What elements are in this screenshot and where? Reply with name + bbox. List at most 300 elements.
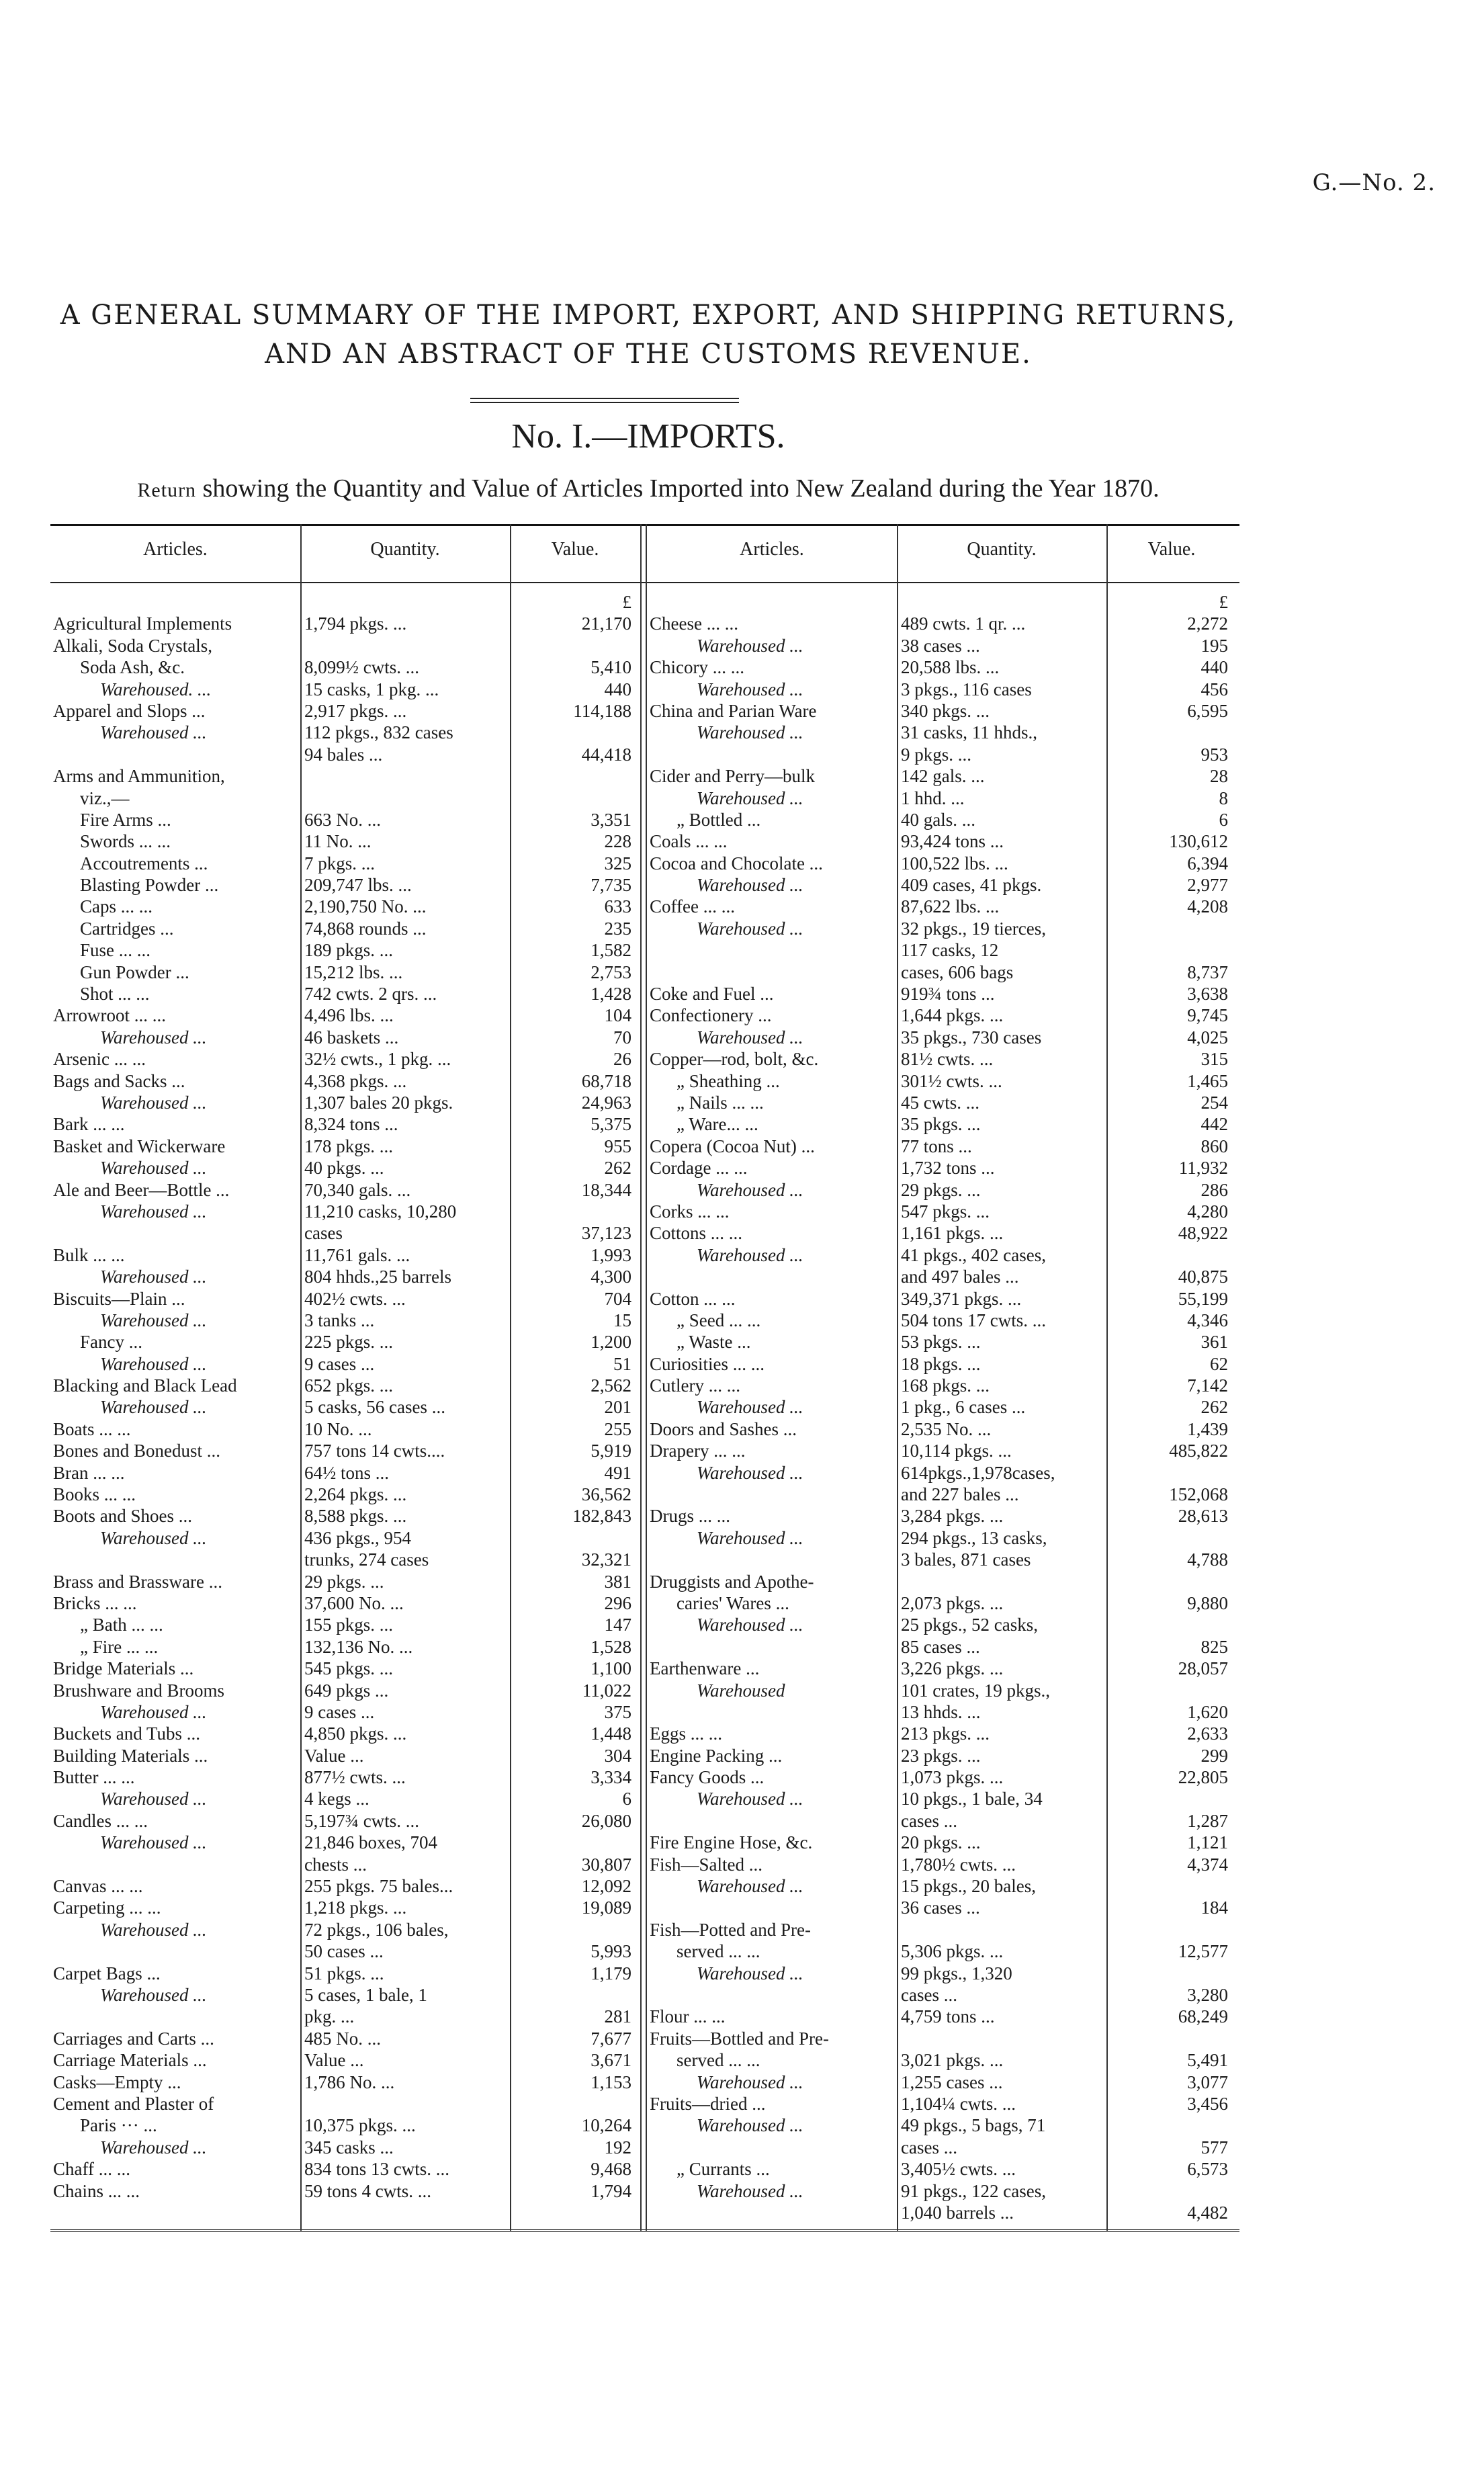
quantity-cell: 13 hhds. ... xyxy=(901,1701,981,1722)
article-cell: Druggists and Apothe- xyxy=(650,1571,814,1592)
article-cell: Chicory ... ... xyxy=(650,657,744,678)
value-cell: 361 xyxy=(1201,1332,1228,1353)
table-row xyxy=(50,1897,642,1918)
article-cell: Fire Engine Hose, &c. xyxy=(650,1832,813,1853)
quantity-cell: 32½ cwts., 1 pkg. ... xyxy=(304,1049,451,1070)
table-row xyxy=(50,962,642,983)
value-cell: 3,334 xyxy=(591,1767,631,1788)
table-row xyxy=(647,1113,1238,1135)
article-cell: Warehoused ... xyxy=(100,722,207,743)
table-row xyxy=(647,1636,1238,1658)
table-row xyxy=(50,1157,642,1179)
table-row xyxy=(647,1984,1238,2006)
quantity-cell: chests ... xyxy=(304,1854,367,1875)
value-cell: 4,300 xyxy=(591,1267,631,1287)
quantity-cell: 72 pkgs., 106 bales, xyxy=(304,1919,449,1940)
quantity-cell: 10,114 pkgs. ... xyxy=(901,1441,1012,1461)
table-row xyxy=(50,656,642,678)
value-cell: 4,025 xyxy=(1187,1027,1228,1048)
table-row xyxy=(50,2072,642,2093)
value-cell: 1,287 xyxy=(1187,1810,1228,1831)
quantity-cell: 1,255 cases ... xyxy=(901,2072,1003,2092)
article-cell: Cordage ... ... xyxy=(650,1158,748,1179)
quantity-cell: 1,794 pkgs. ... xyxy=(304,613,407,634)
return-caption xyxy=(47,474,1250,503)
article-cell: Drapery ... ... xyxy=(650,1441,746,1461)
quantity-cell: 37,600 No. ... xyxy=(304,1592,404,1613)
article-cell: Boats ... ... xyxy=(53,1418,131,1439)
article-cell: Biscuits—Plain ... xyxy=(53,1288,185,1309)
article-cell: Warehoused ... xyxy=(697,2072,803,2092)
table-row xyxy=(647,1875,1238,1897)
article-cell: Paris ··· ... xyxy=(80,2115,157,2136)
article-cell: Arsenic ... ... xyxy=(53,1049,146,1070)
quantity-cell: 178 pkgs. ... xyxy=(304,1136,394,1156)
page-reference: G.—No. 2. xyxy=(1312,169,1436,196)
article-cell: Chaff ... ... xyxy=(53,2159,130,2180)
article-cell: Swords ... ... xyxy=(80,831,171,852)
quantity-cell: 2,917 pkgs. ... xyxy=(304,700,407,721)
table-row xyxy=(50,1222,642,1244)
table-row xyxy=(50,1527,642,1549)
table-row xyxy=(647,1940,1238,1962)
value-cell: 12,092 xyxy=(581,1876,631,1897)
value-cell: 325 xyxy=(604,853,631,873)
table-row xyxy=(50,744,642,765)
quantity-cell: 53 pkgs. ... xyxy=(901,1332,981,1353)
article-cell: Chains ... ... xyxy=(53,2180,140,2201)
article-cell: caries' Wares ... xyxy=(676,1592,789,1613)
article-cell: Building Materials ... xyxy=(53,1745,208,1766)
quantity-cell: 35 pkgs., 730 cases xyxy=(901,1027,1042,1048)
quantity-cell: 5 cases, 1 bale, 1 xyxy=(304,1985,427,2005)
quantity-cell: 15,212 lbs. ... xyxy=(304,962,403,982)
table-row xyxy=(50,1070,642,1092)
value-cell: 2,753 xyxy=(591,962,631,982)
article-cell: „ Nails ... ... xyxy=(676,1092,764,1113)
header-quantity-right: Quantity. xyxy=(967,539,1037,560)
value-cell: 254 xyxy=(1201,1092,1228,1113)
article-cell: Warehoused ... xyxy=(100,1353,207,1374)
table-row xyxy=(50,1396,642,1418)
table-row xyxy=(647,635,1238,656)
table-row xyxy=(647,874,1238,896)
quantity-cell: 40 gals. ... xyxy=(901,809,975,830)
table-row xyxy=(50,830,642,852)
return-word: Return xyxy=(137,479,197,501)
quantity-cell: 3,226 pkgs. ... xyxy=(901,1658,1004,1679)
table-row xyxy=(50,1484,642,1505)
value-cell: 262 xyxy=(1201,1397,1228,1418)
table-row xyxy=(647,1375,1238,1396)
article-cell: Coals ... ... xyxy=(650,831,728,852)
table-row xyxy=(647,2093,1238,2115)
article-cell: Warehoused ... xyxy=(100,1310,207,1330)
value-cell: 70 xyxy=(613,1027,631,1048)
value-cell: 40,875 xyxy=(1178,1267,1228,1287)
table-row xyxy=(647,1353,1238,1375)
quantity-cell: 2,264 pkgs. ... xyxy=(304,1484,407,1505)
article-cell: Boots and Shoes ... xyxy=(53,1506,193,1527)
value-cell: 2,633 xyxy=(1187,1723,1228,1744)
table-row xyxy=(50,1288,642,1310)
value-cell: 6,394 xyxy=(1187,853,1228,873)
article-cell: Fish—Salted ... xyxy=(650,1854,763,1875)
article-cell: Warehoused ... xyxy=(697,787,803,808)
article-cell: Cotton ... ... xyxy=(650,1288,736,1309)
value-cell: 3,077 xyxy=(1187,2072,1228,2092)
table-row xyxy=(50,809,642,830)
value-cell: 8 xyxy=(1219,787,1228,808)
value-cell: 825 xyxy=(1201,1636,1228,1657)
table-row xyxy=(50,2093,642,2115)
value-cell: 1,200 xyxy=(591,1332,631,1353)
table-row xyxy=(647,1222,1238,1244)
article-cell: Bags and Sacks ... xyxy=(53,1070,185,1091)
quantity-cell: 91 pkgs., 122 cases, xyxy=(901,2180,1046,2201)
table-row xyxy=(647,1418,1238,1440)
value-cell: 130,612 xyxy=(1169,831,1228,852)
table-row xyxy=(50,1201,642,1222)
table-row xyxy=(50,1810,642,1832)
table-row xyxy=(647,1266,1238,1287)
value-cell: 4,346 xyxy=(1187,1310,1228,1330)
quantity-cell: 41 pkgs., 402 cases, xyxy=(901,1244,1046,1265)
value-cell: 21,170 xyxy=(581,613,631,634)
table-row xyxy=(647,613,1238,634)
value-cell: 68,718 xyxy=(581,1070,631,1091)
value-cell: 28,613 xyxy=(1178,1506,1228,1527)
quantity-cell: 87,622 lbs. ... xyxy=(901,896,1000,917)
article-cell: Warehoused ... xyxy=(697,1876,803,1897)
quantity-cell: 349,371 pkgs. ... xyxy=(901,1288,1022,1309)
right-rows-container xyxy=(647,613,1238,2223)
quantity-cell: 9 pkgs. ... xyxy=(901,744,972,765)
table-row xyxy=(647,679,1238,700)
table-row xyxy=(647,1048,1238,1070)
table-row xyxy=(50,983,642,1005)
article-cell: „ Ware... ... xyxy=(676,1114,758,1135)
value-cell: 299 xyxy=(1201,1745,1228,1766)
table-row xyxy=(50,2049,642,2071)
quantity-cell: 46 baskets ... xyxy=(304,1027,399,1048)
article-cell: Confectionery ... xyxy=(650,1005,772,1026)
article-cell: Fish—Potted and Pre- xyxy=(650,1919,811,1940)
table-row xyxy=(50,1462,642,1484)
table-row xyxy=(647,1571,1238,1592)
article-cell: Carriage Materials ... xyxy=(53,2050,207,2071)
value-cell: 4,374 xyxy=(1187,1854,1228,1875)
table-row xyxy=(50,1549,642,1570)
article-cell: Bones and Bonedust ... xyxy=(53,1441,220,1461)
table-row xyxy=(50,896,642,917)
quantity-cell: 402½ cwts. ... xyxy=(304,1288,406,1309)
article-cell: Warehoused ... xyxy=(100,2137,207,2158)
quantity-cell: and 227 bales ... xyxy=(901,1484,1019,1505)
quantity-cell: 1,307 bales 20 pkgs. xyxy=(304,1092,453,1113)
quantity-cell: 51 pkgs. ... xyxy=(304,1963,384,1983)
table-row xyxy=(50,2158,642,2180)
imports-table xyxy=(50,524,1239,2244)
article-cell: Warehoused ... xyxy=(697,2115,803,2136)
value-cell: 22,805 xyxy=(1178,1767,1228,1788)
right-column-rows xyxy=(647,591,1238,2223)
left-rows-container xyxy=(50,613,642,2202)
quantity-cell: 649 pkgs ... xyxy=(304,1680,389,1701)
value-cell: 28,057 xyxy=(1178,1658,1228,1679)
quantity-cell: 23 pkgs. ... xyxy=(901,1745,981,1766)
quantity-cell: 189 pkgs. ... xyxy=(304,940,394,961)
table-row xyxy=(50,2115,642,2136)
quantity-cell: 8,588 pkgs. ... xyxy=(304,1506,407,1527)
article-cell: Buckets and Tubs ... xyxy=(53,1723,201,1744)
quantity-cell: 20 pkgs. ... xyxy=(901,1832,981,1853)
value-cell: 4,208 xyxy=(1187,896,1228,917)
table-row xyxy=(647,1680,1238,1701)
quantity-cell: 485 No. ... xyxy=(304,2028,381,2049)
value-cell: 37,123 xyxy=(581,1223,631,1244)
table-row xyxy=(50,1136,642,1157)
quantity-cell: 70,340 gals. ... xyxy=(304,1179,411,1200)
table-row xyxy=(50,679,642,700)
table-row xyxy=(50,613,642,634)
table-row xyxy=(647,1854,1238,1875)
quantity-cell: 4,850 pkgs. ... xyxy=(304,1723,407,1744)
article-cell: Agricultural Implements xyxy=(53,613,232,634)
table-row xyxy=(647,1788,1238,1809)
value-cell: 440 xyxy=(604,679,631,699)
quantity-cell: 209,747 lbs. ... xyxy=(304,875,412,896)
value-cell: 255 xyxy=(604,1418,631,1439)
quantity-cell: 93,424 tons ... xyxy=(901,831,1004,852)
article-cell: Cocoa and Chocolate ... xyxy=(650,853,823,873)
article-cell: „ Waste ... xyxy=(676,1332,751,1353)
value-cell: 1,582 xyxy=(591,940,631,961)
quantity-cell: 40 pkgs. ... xyxy=(304,1158,384,1179)
currency-symbol: £ xyxy=(622,592,631,612)
quantity-cell: 2,535 No. ... xyxy=(901,1418,992,1439)
quantity-cell: 142 gals. ... xyxy=(901,766,985,787)
quantity-cell: 25 pkgs., 52 casks, xyxy=(901,1615,1038,1635)
value-cell: 36,562 xyxy=(581,1484,631,1505)
value-cell: 11,932 xyxy=(1178,1158,1228,1179)
quantity-cell: 919¾ tons ... xyxy=(901,984,995,1005)
article-cell: Brushware and Brooms xyxy=(53,1680,224,1701)
quantity-cell: 50 cases ... xyxy=(304,1941,384,1962)
value-cell: 3,351 xyxy=(591,809,631,830)
value-cell: 491 xyxy=(604,1462,631,1483)
article-cell: Shot ... ... xyxy=(80,984,150,1005)
quantity-cell: 9 cases ... xyxy=(304,1701,375,1722)
value-cell: 7,735 xyxy=(591,875,631,896)
quantity-cell: 7 pkgs. ... xyxy=(304,853,376,873)
value-cell: 485,822 xyxy=(1169,1441,1228,1461)
quantity-cell: 20,588 lbs. ... xyxy=(901,657,1000,678)
table-row xyxy=(50,1440,642,1461)
article-cell: Warehoused ... xyxy=(697,1963,803,1983)
quantity-cell: 100,522 lbs. ... xyxy=(901,853,1008,873)
table-row xyxy=(647,1440,1238,1461)
article-cell: Warehoused ... xyxy=(100,1832,207,1853)
value-cell: 296 xyxy=(604,1592,631,1613)
quantity-cell: 11,210 casks, 10,280 xyxy=(304,1201,457,1222)
quantity-cell: 1,732 tons ... xyxy=(901,1158,995,1179)
quantity-cell: 11 No. ... xyxy=(304,831,372,852)
article-cell: Flour ... ... xyxy=(650,2006,726,2027)
table-row xyxy=(647,744,1238,765)
table-row xyxy=(647,1288,1238,1310)
quantity-cell: 3,405½ cwts. ... xyxy=(901,2159,1016,2180)
quantity-cell: 31 casks, 11 hhds., xyxy=(901,722,1037,743)
table-row xyxy=(50,787,642,809)
value-cell: 1,179 xyxy=(591,1963,631,1983)
value-cell: 1,528 xyxy=(591,1636,631,1657)
document-title xyxy=(47,296,1250,374)
value-cell: 456 xyxy=(1201,679,1228,699)
table-row xyxy=(50,1375,642,1396)
table-row xyxy=(647,809,1238,830)
table-row xyxy=(50,1244,642,1266)
table-row xyxy=(647,1092,1238,1113)
value-cell: 2,562 xyxy=(591,1375,631,1396)
value-cell: 440 xyxy=(1201,657,1228,678)
quantity-cell: 10 pkgs., 1 bale, 34 xyxy=(901,1789,1043,1809)
article-cell: China and Parian Ware xyxy=(650,700,817,721)
value-cell: 44,418 xyxy=(581,744,631,765)
value-cell: 1,794 xyxy=(591,2180,631,2201)
article-cell: Warehoused ... xyxy=(697,1462,803,1483)
quantity-cell: 757 tons 14 cwts.... xyxy=(304,1441,445,1461)
table-row xyxy=(50,1614,642,1635)
quantity-cell: 3 pkgs., 116 cases xyxy=(901,679,1032,699)
value-cell: 5,993 xyxy=(591,1941,631,1962)
quantity-cell: 742 cwts. 2 qrs. ... xyxy=(304,984,437,1005)
quantity-cell: 8,099½ cwts. ... xyxy=(304,657,419,678)
table-row xyxy=(50,1310,642,1331)
table-row xyxy=(647,1527,1238,1549)
article-cell: Warehoused ... xyxy=(100,1789,207,1809)
quantity-cell: 1,104¼ cwts. ... xyxy=(901,2093,1016,2114)
table-row xyxy=(50,1940,642,1962)
value-cell: 375 xyxy=(604,1701,631,1722)
article-cell: Warehoused. ... xyxy=(100,679,212,699)
value-cell: 62 xyxy=(1210,1353,1228,1374)
article-cell: Warehoused ... xyxy=(100,1201,207,1222)
table-row xyxy=(50,1984,642,2006)
value-cell: 1,448 xyxy=(591,1723,631,1744)
article-cell: Blacking and Black Lead xyxy=(53,1375,237,1396)
article-cell: Cement and Plaster of xyxy=(53,2093,214,2114)
quantity-cell: 5,306 pkgs. ... xyxy=(901,1941,1004,1962)
quantity-cell: 1,644 pkgs. ... xyxy=(901,1005,1004,1026)
table-row xyxy=(647,1244,1238,1266)
table-row xyxy=(647,939,1238,961)
quantity-cell: 155 pkgs. ... xyxy=(304,1615,394,1635)
table-row xyxy=(50,853,642,874)
quantity-cell: 545 pkgs. ... xyxy=(304,1658,394,1679)
table-row xyxy=(647,1658,1238,1679)
quantity-cell: 59 tons 4 cwts. ... xyxy=(304,2180,431,2201)
value-cell: 2,272 xyxy=(1187,613,1228,634)
article-cell: Earthenware ... xyxy=(650,1658,760,1679)
quantity-cell: 3 tanks ... xyxy=(304,1310,375,1330)
article-cell: Copera (Cocoa Nut) ... xyxy=(650,1136,815,1156)
quantity-cell: 4,368 pkgs. ... xyxy=(304,1070,407,1091)
value-cell: 953 xyxy=(1201,744,1228,765)
table-row xyxy=(50,1963,642,1984)
article-cell: Casks—Empty ... xyxy=(53,2072,181,2092)
table-row xyxy=(647,1331,1238,1353)
article-cell: Warehoused ... xyxy=(697,635,803,656)
section-title: No. I.—IMPORTS. xyxy=(511,417,785,456)
table-row xyxy=(647,1201,1238,1222)
article-cell: Arrowroot ... ... xyxy=(53,1005,166,1026)
article-cell: Warehoused ... xyxy=(100,1397,207,1418)
table-row xyxy=(50,1788,642,1809)
quantity-cell: 29 pkgs. ... xyxy=(304,1571,384,1592)
quantity-cell: 117 casks, 12 xyxy=(901,940,999,961)
value-cell: 3,456 xyxy=(1187,2093,1228,2114)
value-cell: 633 xyxy=(604,896,631,917)
value-cell: 3,280 xyxy=(1187,1985,1228,2005)
value-cell: 6 xyxy=(1219,809,1228,830)
table-row xyxy=(50,1113,642,1135)
article-cell: Soda Ash, &c. xyxy=(80,657,185,678)
value-cell: 1,428 xyxy=(591,984,631,1005)
table-row xyxy=(647,2028,1238,2049)
article-cell: Eggs ... ... xyxy=(650,1723,722,1744)
article-cell: Warehoused ... xyxy=(697,722,803,743)
article-cell: Coffee ... ... xyxy=(650,896,735,917)
table-row xyxy=(647,1723,1238,1744)
quantity-cell: 213 pkgs. ... xyxy=(901,1723,990,1744)
table-row xyxy=(647,1832,1238,1853)
value-cell: 1,620 xyxy=(1187,1701,1228,1722)
article-cell: Butter ... ... xyxy=(53,1767,135,1788)
quantity-cell: 1,786 No. ... xyxy=(304,2072,395,2092)
article-cell: Corks ... ... xyxy=(650,1201,730,1222)
value-cell: 30,807 xyxy=(581,1854,631,1875)
article-cell: Accoutrements ... xyxy=(80,853,208,873)
article-cell: Warehoused ... xyxy=(100,1919,207,1940)
value-cell: 114,188 xyxy=(573,700,631,721)
table-row xyxy=(647,1136,1238,1157)
value-cell: 195 xyxy=(1201,635,1228,656)
quantity-cell: 877½ cwts. ... xyxy=(304,1767,406,1788)
quantity-cell: 436 pkgs., 954 xyxy=(304,1527,412,1548)
article-cell: Books ... ... xyxy=(53,1484,136,1505)
article-cell: Warehoused ... xyxy=(100,1158,207,1179)
article-cell: Engine Packing ... xyxy=(650,1745,783,1766)
table-row xyxy=(50,918,642,939)
quantity-cell: 255 pkgs. 75 bales... xyxy=(304,1876,453,1897)
quantity-cell: 4,759 tons ... xyxy=(901,2006,995,2027)
article-cell: Brass and Brassware ... xyxy=(53,1571,222,1592)
value-cell: 7,677 xyxy=(591,2028,631,2049)
table-row xyxy=(50,1092,642,1113)
article-cell: Bulk ... ... xyxy=(53,1244,125,1265)
quantity-cell: 85 cases ... xyxy=(901,1636,980,1657)
value-cell: 6,573 xyxy=(1187,2159,1228,2180)
quantity-cell: 15 casks, 1 pkg. ... xyxy=(304,679,439,699)
table-row xyxy=(50,1048,642,1070)
article-cell: Doors and Sashes ... xyxy=(650,1418,797,1439)
value-cell: 18,344 xyxy=(581,1179,631,1200)
value-cell: 24,963 xyxy=(581,1092,631,1113)
value-cell: 104 xyxy=(604,1005,631,1026)
article-cell: Warehoused ... xyxy=(697,875,803,896)
table-row xyxy=(50,1353,642,1375)
